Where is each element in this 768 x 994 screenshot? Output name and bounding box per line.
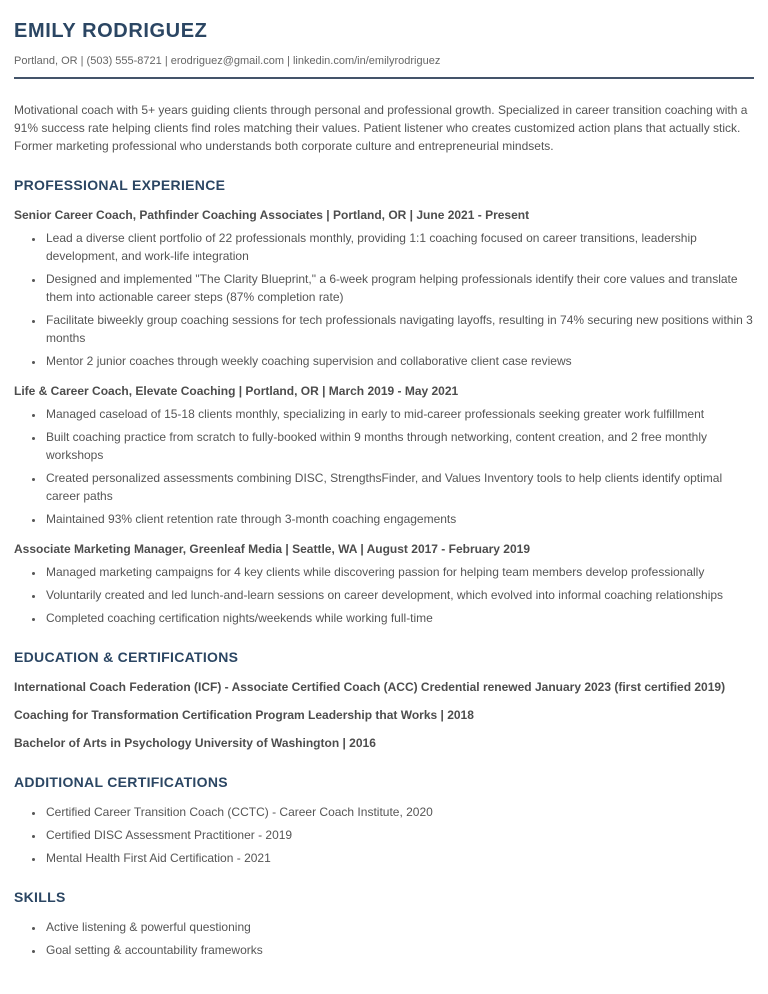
- contact-line: Portland, OR | (503) 555-8721 | erodriguez@gmail.com | linkedin.com/in/emilyrodriguez: [14, 55, 441, 67]
- job-title: Life & Career Coach, Elevate Coaching | Portland, OR | March 2019 - May 2021: [14, 384, 459, 398]
- job-title: Associate Marketing Manager, Greenleaf Media | Seattle, WA | August 2017 - February 2019: [14, 542, 531, 556]
- education-entry: International Coach Federation (ICF) - Associate Certified Coach (ACC) Credential renewed January 2023 (first certified 2019): [14, 680, 726, 694]
- section-title-experience: PROFESSIONAL EXPERIENCE: [14, 177, 226, 193]
- education-entry: Coaching for Transformation Certification Program Leadership that Works | 2018: [14, 708, 474, 722]
- resume-header: [14, 20, 754, 79]
- candidate-name: EMILY RODRIGUEZ: [14, 20, 208, 42]
- bullet-item: • Completed coaching certification nights/weekends while working full-time: [44, 609, 754, 627]
- section-skills: [14, 889, 754, 959]
- certification-list: [14, 803, 754, 867]
- header-divider: [14, 77, 754, 79]
- skill-item: • Goal setting & accountability frameworks: [44, 941, 754, 959]
- skill-item: • Active listening & powerful questioning: [44, 918, 754, 936]
- bullet-item: • Managed caseload of 15-18 clients monthly, specializing in early to mid-career professionals seeking greater work fulfillment: [44, 405, 754, 423]
- section-education-certifications: [14, 649, 754, 752]
- job-entry: [14, 206, 754, 370]
- section-additional-certifications: [14, 774, 754, 867]
- job-entry: [14, 382, 754, 528]
- job-bullet-list: [14, 563, 754, 627]
- skills-list: [14, 918, 754, 959]
- bullet-item: • Lead a diverse client portfolio of 22 professionals monthly, providing 1:1 coaching focused on career transitions, leadership development, and work-life integration: [44, 229, 754, 265]
- job-title: Senior Career Coach, Pathfinder Coaching Associates | Portland, OR | June 2021 - Present: [14, 208, 530, 222]
- section-professional-experience: [14, 177, 754, 627]
- bullet-item: • Mentor 2 junior coaches through weekly coaching supervision and collaborative client case reviews: [44, 352, 754, 370]
- certification-item: • Certified Career Transition Coach (CCTC) - Career Coach Institute, 2020: [44, 803, 754, 821]
- bullet-item: • Maintained 93% client retention rate through 3-month coaching engagements: [44, 510, 754, 528]
- bullet-item: • Facilitate biweekly group coaching sessions for tech professionals navigating layoffs, resulting in 74% securing new positions within 3 months: [44, 311, 754, 347]
- bullet-item: • Built coaching practice from scratch to fully-booked within 9 months through networking, content creation, and 2 free monthly workshops: [44, 428, 754, 464]
- education-entry: Bachelor of Arts in Psychology University of Washington | 2016: [14, 736, 376, 750]
- section-title-education: EDUCATION & CERTIFICATIONS: [14, 649, 239, 665]
- section-title-skills: SKILLS: [14, 889, 66, 905]
- job-bullet-list: [14, 229, 754, 370]
- bullet-item: • Voluntarily created and led lunch-and-learn sessions on career development, which evolved into informal coaching relationships: [44, 586, 754, 604]
- bullet-item: • Created personalized assessments combining DISC, StrengthsFinder, and Values Inventory tools to help clients identify optimal career paths: [44, 469, 754, 505]
- job-bullet-list: [14, 405, 754, 528]
- certification-item: • Certified DISC Assessment Practitioner - 2019: [44, 826, 754, 844]
- certification-item: • Mental Health First Aid Certification - 2021: [44, 849, 754, 867]
- bullet-item: • Managed marketing campaigns for 4 key clients while discovering passion for helping team members develop professionally: [44, 563, 754, 581]
- bullet-item: • Designed and implemented "The Clarity Blueprint," a 6-week program helping professionals identify their core values and translate them into actionable career steps (87% completion rate): [44, 270, 754, 306]
- job-entry: [14, 540, 754, 627]
- section-title-additional-certifications: ADDITIONAL CERTIFICATIONS: [14, 774, 228, 790]
- professional-summary: Motivational coach with 5+ years guiding clients through personal and professional growth. Specialized in career transition coaching with a 91% success rate helping clients find roles matching their values. Patient listener who creates customized action plans that actually stick. Former marketing professional who understands both corporate culture and entrepreneurial mindsets.: [14, 103, 748, 153]
